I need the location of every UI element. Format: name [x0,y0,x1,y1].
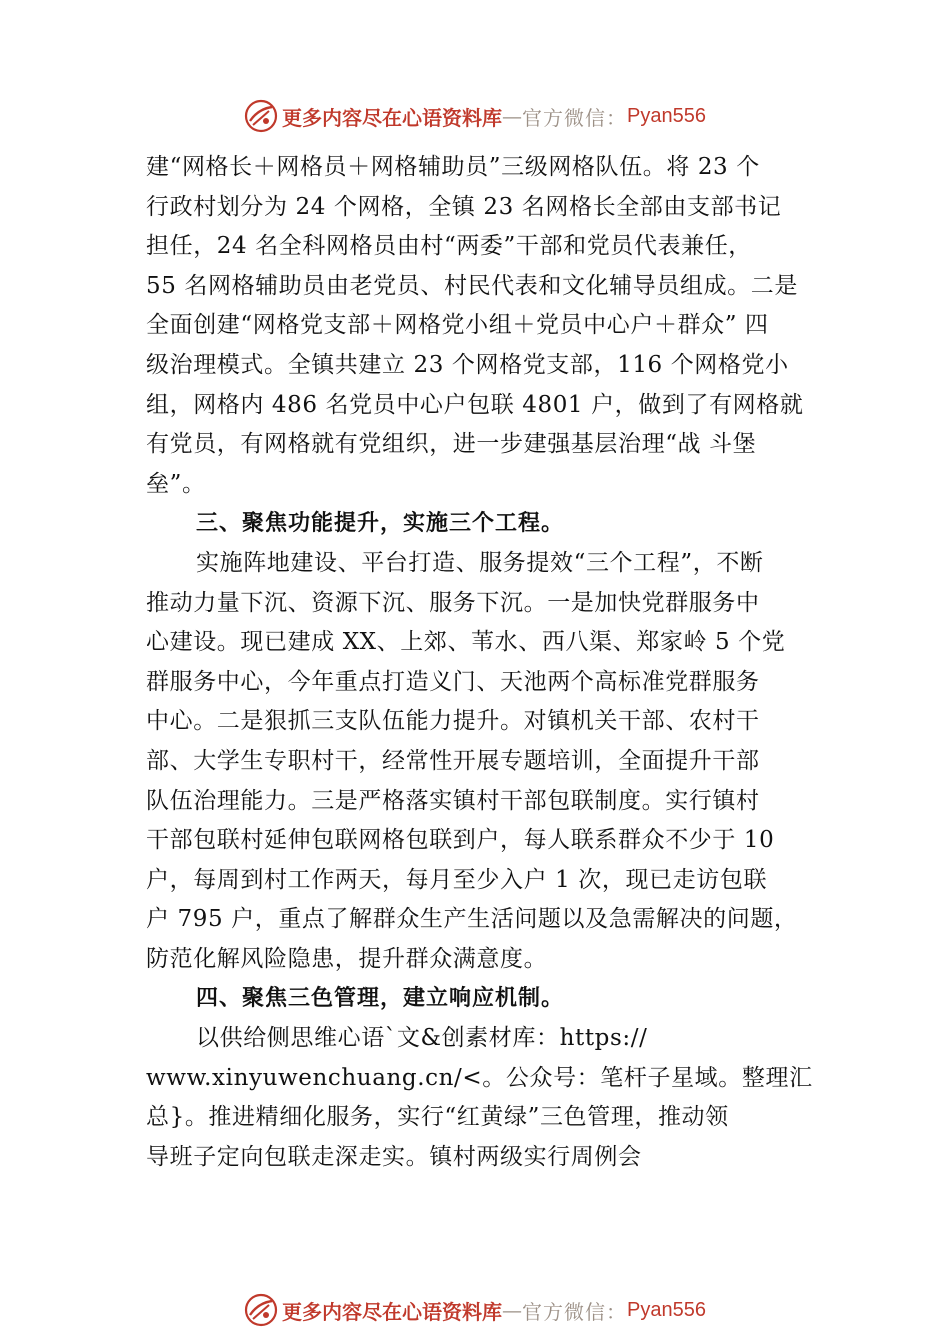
paragraph-line: 防范化解风险隐患，提升群众满意度。 [146,945,548,972]
paragraph-line: 总}。推进精细化服务，实行“红黄绿”三色管理，推动领 [146,1104,729,1131]
watermark-brand: 更多内容尽在心语资料库 [282,1299,503,1324]
document-body [146,148,836,1177]
paragraph-line: 行政村划分为 24 个网格，全镇 23 名网格长全部由支部书记 [146,193,782,220]
brand-logo-icon [244,1293,278,1327]
paragraph-line: 推动力量下沉、资源下沉、服务下沉。一是加快党群服务中 [146,589,760,616]
paragraph-line: www.xinyuwenchuang.cn/<。公众号：笔杆子星域。整理汇 [146,1064,813,1091]
paragraph-line: 干部包联村延伸包联网格包联到户，每人联系群众不少于 10 [146,827,775,854]
watermark-wechat-id: Pyan556 [627,1298,706,1321]
paragraph-line: 心建设。现已建成 XX、上郊、苇水、西八渠、郑家岭 5 个党 [146,629,786,656]
brand-logo-icon [244,99,278,133]
paragraph-line: 垒”。 [146,470,206,497]
paragraph-line: 以供给侧思维心语`文&创素材库：https:// [196,1025,648,1052]
section-heading: 三、聚焦功能提升，实施三个工程。 [196,511,565,537]
paragraph-line: 户，每周到村工作两天，每月至少入户 1 次，现已走访包联 [146,866,768,893]
paragraph-line: 群服务中心，今年重点打造义门、天池两个高标准党群服务 [146,668,760,695]
paragraph-line: 导班子定向包联走深走实。镇村两级实行周例会 [146,1143,642,1170]
paragraph-line: 全面创建“网格党支部＋网格党小组＋党员中心户＋群众” 四 [146,312,769,339]
paragraph-line: 级治理模式。全镇共建立 23 个网格党支部，116 个网格党小 [146,351,789,378]
paragraph-line: 55 名网格辅助员由老党员、村民代表和文化辅导员组成。二是 [146,272,798,299]
paragraph-line: 有党员，有网格就有党组织，进一步建强基层治理“战 斗堡 [146,431,757,458]
paragraph-line: 担任，24 名全科网格员由村“两委”干部和党员代表兼任， [146,233,752,260]
paragraph-line: 部、大学生专职村干，经常性开展专题培训，全面提升干部 [146,747,760,774]
footer-watermark [0,1290,950,1330]
section-heading: 四、聚焦三色管理，建立响应机制。 [196,986,565,1012]
paragraph-line: 队伍治理能力。三是严格落实镇村干部包联制度。实行镇村 [146,787,760,814]
watermark-separator: — [502,1298,523,1322]
watermark-separator: — [502,104,523,128]
watermark-official-label: 官方微信： [522,1299,628,1324]
header-watermark [0,96,950,136]
watermark-wechat-id: Pyan556 [627,104,706,127]
paragraph-line: 实施阵地建设、平台打造、服务提效“三个工程”，不断 [196,549,764,576]
paragraph-line: 组，网格内 486 名党员中心户包联 4801 户，做到了有网格就 [146,391,804,418]
paragraph-line: 中心。二是狠抓三支队伍能力提升。对镇机关干部、农村干 [146,708,760,735]
paragraph-line: 建“网格长＋网格员＋网格辅助员”三级网格队伍。将 23 个 [146,154,760,180]
paragraph-line: 户 795 户，重点了解群众生产生活问题以及急需解决的问题， [146,906,798,933]
watermark-official-label: 官方微信： [522,105,628,130]
watermark-brand: 更多内容尽在心语资料库 [282,105,503,130]
